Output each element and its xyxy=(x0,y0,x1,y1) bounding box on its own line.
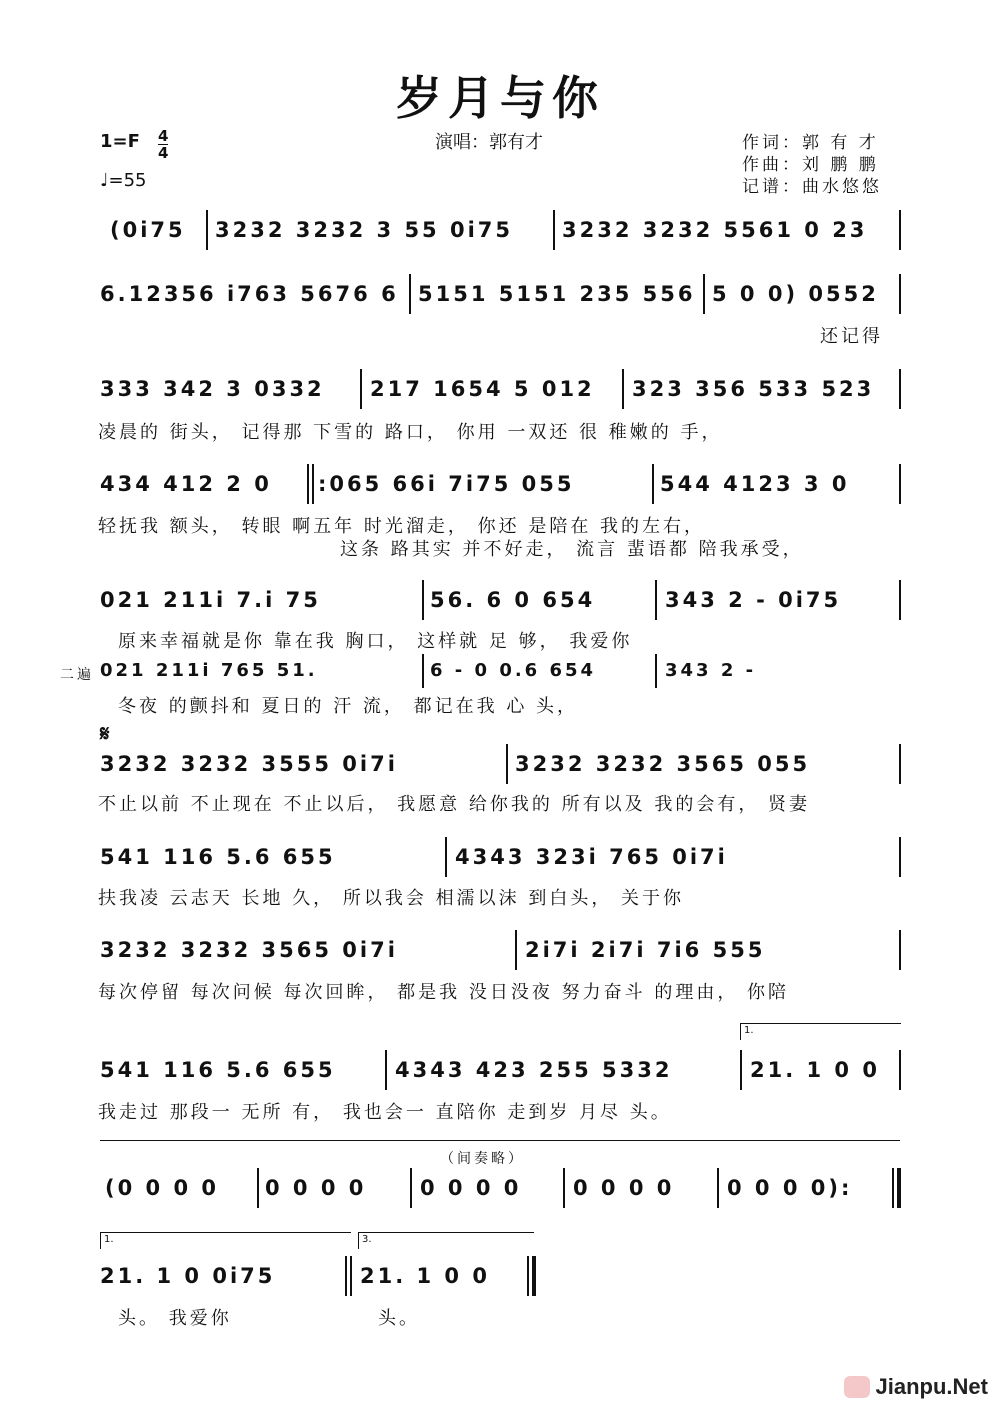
watermark: Jianpu.Net xyxy=(875,1374,988,1399)
row11-measure5: 0 0 0 0): xyxy=(727,1176,853,1200)
row1-measure1: (0i75 xyxy=(110,218,186,242)
row5-lyrics: 原来幸福就是你 靠在我 胸口， 这样就 足 够， 我爱你 xyxy=(118,631,633,652)
volta-1-ending: 1. xyxy=(100,1232,351,1249)
segno-sign: 𝄋 xyxy=(100,722,110,747)
row8-measure1: 541 116 5.6 655 xyxy=(100,845,336,869)
row6-measure3: 343 2 - xyxy=(665,660,757,681)
transcriber: 记谱：曲水悠悠 xyxy=(742,177,882,197)
row9-lyrics: 每次停留 每次问候 每次回眸， 都是我 没日没夜 努力奋斗 的理由， 你陪 xyxy=(98,982,790,1003)
row8-lyrics: 扶我凌 云志天 长地 久， 所以我会 相濡以沫 到白头， 关于你 xyxy=(98,888,685,909)
performer: 演唱：郭有才 xyxy=(435,132,543,153)
row3-lyrics: 凌晨的 街头， 记得那 下雪的 路口， 你用 一双还 很 稚嫩的 手， xyxy=(98,422,723,443)
row7-measure1: 3232 3232 3555 0i7i xyxy=(100,752,398,776)
key-signature: 1=F xyxy=(100,131,140,152)
row4-lyrics-verse2: 这条 路其实 并不好走， 流言 蜚语都 陪我承受， xyxy=(340,539,804,560)
row11-measure2: 0 0 0 0 xyxy=(265,1176,367,1200)
watermark-logo-icon xyxy=(844,1376,870,1398)
row7-lyrics: 不止以前 不止现在 不止以后， 我愿意 给你我的 所有以及 我的会有， 贤妻 xyxy=(98,794,811,815)
volta-3-ending: 3. xyxy=(358,1232,534,1249)
row4-measure1: 434 412 2 0 xyxy=(100,472,272,496)
row12-lyrics-2: 头。 xyxy=(378,1308,420,1329)
row4-measure3: 544 4123 3 0 xyxy=(660,472,850,496)
row3-measure2: 217 1654 5 012 xyxy=(370,377,595,401)
time-signature: 4 4 xyxy=(158,127,169,162)
row12-lyrics-1: 头。 我爱你 xyxy=(118,1308,232,1329)
row4-measure2: :065 66i 7i75 055 xyxy=(318,472,575,496)
row3-measure3: 323 356 533 523 xyxy=(632,377,875,401)
row2-measure3: 5 0 0) 0552 xyxy=(712,282,879,306)
row12-measure2: 21. 1 0 0 xyxy=(360,1264,490,1288)
interlude-label: （间奏略） xyxy=(440,1151,525,1167)
row6-measure1: 021 211i 765 51. xyxy=(100,660,318,681)
row1-measure2: 3232 3232 3 55 0i75 xyxy=(215,218,514,242)
row7-measure2: 3232 3232 3565 055 xyxy=(515,752,811,776)
score-title: 岁月与你 xyxy=(396,71,604,125)
lyricist: 作词：郭 有 才 xyxy=(742,133,879,153)
row4-lyrics-verse1: 轻抚我 额头， 转眼 啊五年 时光溜走， 你还 是陪在 我的左右， xyxy=(98,516,706,537)
row5-measure3: 343 2 - 0i75 xyxy=(665,588,842,612)
row12-measure1: 21. 1 0 0i75 xyxy=(100,1264,276,1288)
row10-measure1: 541 116 5.6 655 xyxy=(100,1058,336,1082)
row5-measure1: 021 211i 7.i 75 xyxy=(100,588,321,612)
row9-measure2: 2i7i 2i7i 7i6 555 xyxy=(525,938,766,962)
tempo-mark: ♩=55 xyxy=(100,170,147,191)
row10-measure2: 4343 423 255 5332 xyxy=(395,1058,673,1082)
row6-measure2: 6 - 0 0.6 654 xyxy=(430,660,597,681)
second-pass-label: 二遍 xyxy=(60,667,94,683)
row9-measure1: 3232 3232 3565 0i7i xyxy=(100,938,398,962)
volta-1-bracket: 1. xyxy=(740,1023,901,1040)
row10-measure3: 21. 1 0 0 xyxy=(750,1058,880,1082)
row1-measure3: 3232 3232 5561 0 23 xyxy=(562,218,868,242)
row5-measure2: 56. 6 0 654 xyxy=(430,588,596,612)
row3-measure1: 333 342 3 0332 xyxy=(100,377,325,401)
composer: 作曲：刘 鹏 鹏 xyxy=(742,155,879,175)
row2-measure2: 5151 5151 235 556 xyxy=(418,282,696,306)
row11-measure4: 0 0 0 0 xyxy=(573,1176,675,1200)
row11-measure3: 0 0 0 0 xyxy=(420,1176,522,1200)
row6-lyrics: 冬夜 的颤抖和 夏日的 汗 流， 都记在我 心 头， xyxy=(118,696,579,717)
row11-measure1: (0 0 0 0 xyxy=(105,1176,219,1200)
row2-lyrics: 还记得 xyxy=(820,326,883,347)
row8-measure2: 4343 323i 765 0i7i xyxy=(455,845,728,869)
row2-measure1: 6.12356 i763 5676 6 xyxy=(100,282,399,306)
row10-lyrics: 我走过 那段一 无所 有， 我也会一 直陪你 走到岁 月尽 头。 xyxy=(98,1102,672,1123)
